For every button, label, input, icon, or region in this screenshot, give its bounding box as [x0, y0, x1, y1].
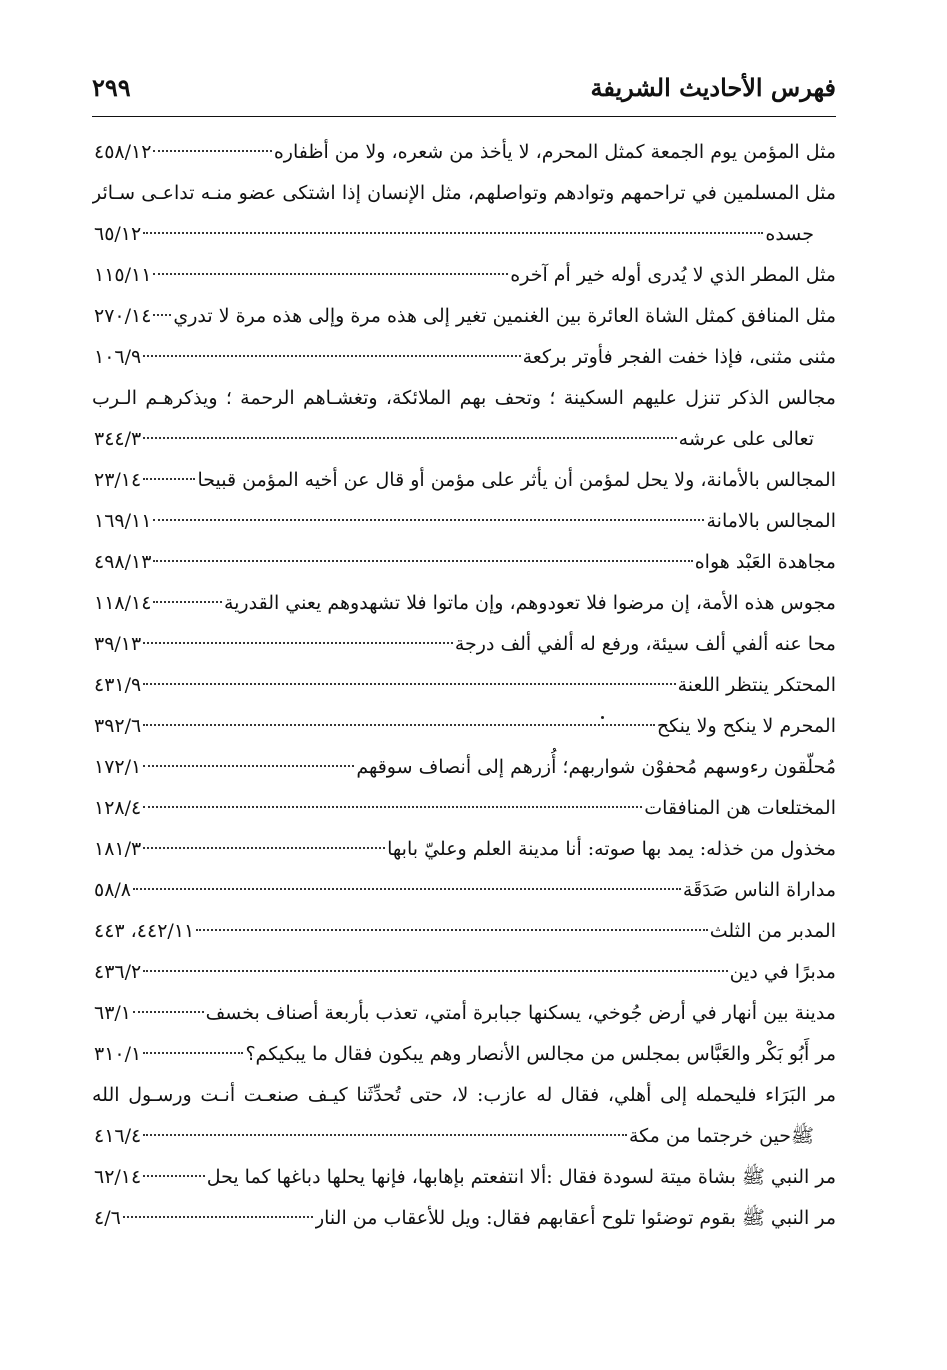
- entry-line: [92, 829, 836, 870]
- hadith-text: مجاهدة العَبْد هواه: [694, 551, 836, 573]
- volume-page-ref: ٤٥٨/١٢: [94, 141, 152, 163]
- dot-leader: [143, 354, 520, 357]
- entry-line: [92, 132, 836, 173]
- hadith-text: مخذول من خذله: يمد بها صوته: أنا مدينة العلم وعليّ بابها: [387, 838, 836, 860]
- page-header: [92, 58, 836, 102]
- entry-line: [92, 1157, 836, 1198]
- volume-page-ref: ٤٣١/٩: [94, 674, 142, 696]
- index-entry: [92, 665, 836, 706]
- volume-page-ref: ١٢٨/٤: [94, 797, 142, 819]
- index-entry: [92, 1075, 836, 1157]
- index-entry: [92, 173, 836, 255]
- index-entry: [92, 870, 836, 911]
- hadith-text: تعالى على عرشه: [678, 428, 814, 450]
- volume-page-ref: ٤٩٨/١٣: [94, 551, 152, 573]
- volume-page-ref: ١٠٦/٩: [94, 346, 142, 368]
- hadith-text: مُحلّقون رءوسهم مُحفوْن شواربهم؛ أُزرهم إلى أنصاف سوقهم: [356, 756, 836, 778]
- index-entry: [92, 993, 836, 1034]
- index-entry: [92, 1034, 836, 1075]
- volume-page-ref: ١٦٩/١١: [94, 510, 152, 532]
- volume-page-ref: ٦٣/١: [94, 1002, 132, 1024]
- dot-leader: [153, 600, 222, 603]
- dot-leader: [133, 1010, 204, 1013]
- hadith-text: المحرم لا ينكح ولا ينكح: [656, 715, 836, 737]
- dot-leader: [143, 764, 354, 767]
- dot-leader: [143, 682, 675, 685]
- stray-mark: [601, 716, 604, 719]
- dot-leader: [143, 231, 763, 234]
- entry-line: [92, 1198, 836, 1239]
- volume-page-ref: ٢٧٠/١٤: [94, 305, 152, 327]
- volume-page-ref: ٣٤٤/٣: [94, 428, 142, 450]
- hadith-text: مثل المطر الذي لا يُدرى أوله خير أم آخره: [510, 264, 836, 286]
- volume-page-ref: ٣١٠/١: [94, 1043, 142, 1065]
- volume-page-ref: ١١٨/١٤: [94, 592, 152, 614]
- index-entry: [92, 952, 836, 993]
- index-entry: [92, 911, 836, 952]
- hadith-text: مثل المسلمين في تراحمهم وتوادهم وتواصلهم، مثل الإنسان إذا اشتكى عضو منـه تداعـى سـائر: [92, 182, 836, 204]
- header-divider: [92, 116, 836, 117]
- index-entry: [92, 788, 836, 829]
- entry-line: [92, 501, 836, 542]
- volume-page-ref: ٦٢/١٤: [94, 1166, 142, 1188]
- dot-leader: [143, 1051, 243, 1054]
- index-entry: [92, 747, 836, 788]
- volume-page-ref: ٤٤٢/١١، ٤٤٣: [94, 920, 195, 942]
- hadith-text: مجوس هذه الأمة، إن مرضوا فلا تعودوهم، وإن ماتوا فلا تشهدوهم يعني القدرية: [223, 592, 836, 614]
- entry-line: [92, 993, 836, 1034]
- entry-continued-line: [92, 378, 836, 419]
- page-title: فهرس الأحاديث الشريفة: [590, 73, 836, 102]
- entry-line: [92, 337, 836, 378]
- hadith-text: مر النبي ﷺ بقوم توضئوا تلوح أعقابهم فقال: ويل للأعقاب من النار: [314, 1207, 836, 1229]
- index-entry: [92, 1157, 836, 1198]
- entry-line: [92, 542, 836, 583]
- entry-line: [92, 706, 836, 747]
- dot-leader: [153, 149, 271, 152]
- volume-page-ref: ٣٩٢/٦: [94, 715, 142, 737]
- dot-leader: [153, 272, 508, 275]
- hadith-text: مر النبي ﷺ بشاة ميتة لسودة فقال :ألا انتفعتم بإهابها، فإنها يحلها دباغها كما يحل: [206, 1166, 836, 1188]
- entry-line: [92, 952, 836, 993]
- entry-line: [92, 911, 836, 952]
- index-entry: [92, 255, 836, 296]
- dot-leader: [143, 805, 642, 808]
- index-entry: [92, 378, 836, 460]
- entry-line: [92, 1116, 836, 1157]
- hadith-text: مر أَبُو بَكْر والعَبَّاس بمجلس من مجالس الأنصار وهم يبكون فقال ما يبكيكم؟: [245, 1043, 836, 1065]
- dot-leader: [153, 559, 692, 562]
- dot-leader: [143, 436, 676, 439]
- dot-leader: [153, 518, 704, 521]
- hadith-text: مثل المؤمن يوم الجمعة كمثل المحرم، لا يأخذ من شعره، ولا من أظفاره: [273, 141, 836, 163]
- index-entry: [92, 460, 836, 501]
- entry-continued-line: [92, 1075, 836, 1116]
- dot-leader: [143, 641, 453, 644]
- entry-line: [92, 870, 836, 911]
- entry-line: [92, 419, 836, 460]
- volume-page-ref: ٦٥/١٢: [94, 223, 142, 245]
- volume-page-ref: ١٨١/٣: [94, 838, 142, 860]
- index-entry: [92, 829, 836, 870]
- volume-page-ref: ٢٣/١٤: [94, 469, 142, 491]
- entry-line: [92, 788, 836, 829]
- entry-line: [92, 296, 836, 337]
- index-entry: [92, 296, 836, 337]
- dot-leader: [143, 1174, 204, 1177]
- hadith-text: جسده: [765, 223, 814, 245]
- hadith-text: المجالس بالأمانة، ولا يحل لمؤمن أن يأثر على مؤمن أو قال عن أخيه المؤمن قبيحا: [197, 469, 836, 491]
- entry-line: [92, 583, 836, 624]
- entry-line: [92, 255, 836, 296]
- index-entry: [92, 501, 836, 542]
- dot-leader: [133, 887, 681, 890]
- dot-leader: [143, 969, 727, 972]
- entry-line: [92, 460, 836, 501]
- volume-page-ref: ٥٨/٨: [94, 879, 132, 901]
- entry-continued-line: [92, 173, 836, 214]
- dot-leader: [143, 846, 385, 849]
- index-entry: [92, 1198, 836, 1239]
- entry-line: [92, 624, 836, 665]
- volume-page-ref: ١٧٢/١: [94, 756, 142, 778]
- entry-line: [92, 747, 836, 788]
- hadith-text: ﷺحين خرجتما من مكة: [629, 1125, 814, 1147]
- index-entry: [92, 624, 836, 665]
- index-entry: [92, 706, 836, 747]
- volume-page-ref: ٤/٦: [94, 1207, 121, 1229]
- volume-page-ref: ٣٩/١٣: [94, 633, 142, 655]
- index-entry: [92, 542, 836, 583]
- dot-leader: [123, 1215, 313, 1218]
- hadith-text: مدينة بين أنهار في أرض جُوخي، يسكنها جبابرة أمتي، تعذب بأربعة أصناف بخسف: [205, 1002, 836, 1024]
- hadith-text: المجالس بالامانة: [706, 510, 836, 532]
- hadith-text: المدبر من الثلث: [709, 920, 836, 942]
- hadith-text: المحتكر ينتظر اللعنة: [677, 674, 836, 696]
- hadith-text: محا عنه ألفي ألف سيئة، ورفع له ألفي ألف درجة: [454, 633, 836, 655]
- dot-leader: [143, 1133, 627, 1136]
- hadith-text: مثنى مثنى، فإذا خفت الفجر فأوتر بركعة: [522, 346, 836, 368]
- dot-leader: [153, 313, 171, 316]
- volume-page-ref: ١١٥/١١: [94, 264, 152, 286]
- page-number: ٢٩٩: [92, 73, 131, 102]
- hadith-index-list: [92, 132, 836, 1239]
- volume-page-ref: ٤٣٦/٢: [94, 961, 142, 983]
- entry-line: [92, 214, 836, 255]
- hadith-text: مدبرًا في دين: [729, 961, 836, 983]
- index-entry: [92, 583, 836, 624]
- index-entry: [92, 337, 836, 378]
- hadith-text: المختلعات هن المنافقات: [644, 797, 836, 819]
- entry-line: [92, 665, 836, 706]
- hadith-text: مثل المنافق كمثل الشاة العائرة بين الغنمين تغير إلى هذه مرة وإلى هذه مرة لا تدري: [173, 305, 836, 327]
- hadith-text: مجالس الذكر تنزل عليهم السكينة ؛ وتحف بهم الملائكة، وتغشـاهم الرحمة ؛ ويذكرهـم الـرب: [92, 387, 836, 409]
- dot-leader: [143, 723, 655, 726]
- hadith-text: مر البَرَاء فليحمله إلى أهلي، فقال له عازب: لا، حتى تُحدِّثَنا كيـف صنعـت أنـت ورسـول الله: [92, 1084, 836, 1106]
- dot-leader: [196, 928, 708, 931]
- volume-page-ref: ٤١٦/٤: [94, 1125, 142, 1147]
- hadith-text: مداراة الناس صَدَقَة: [682, 879, 836, 901]
- index-entry: [92, 132, 836, 173]
- entry-line: [92, 1034, 836, 1075]
- dot-leader: [143, 477, 195, 480]
